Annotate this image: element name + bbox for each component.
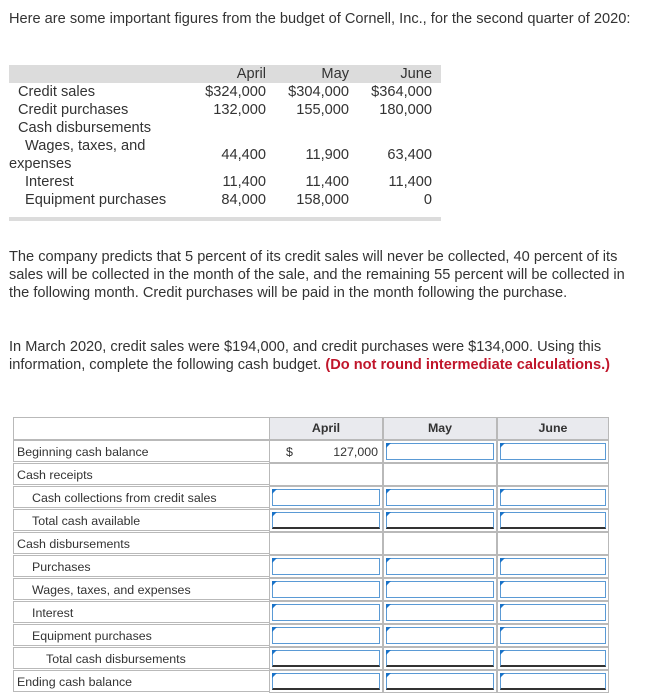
input-wages-june[interactable] — [500, 581, 606, 598]
cash-budget-body — [13, 417, 609, 692]
label-wages: Wages, taxes, and expenses — [13, 578, 269, 600]
budget-label-cash-disbursements: Cash disbursements — [18, 120, 152, 136]
input-wages-april[interactable] — [272, 581, 380, 598]
input-collections-june[interactable] — [500, 489, 606, 506]
label-total-disbursements: Total cash disbursements — [13, 647, 269, 669]
input-equipment-april[interactable] — [272, 627, 380, 644]
label-cash-collections: Cash collections from credit sales — [13, 486, 269, 508]
budget-value: 63,400 — [387, 147, 432, 163]
row-cash-disbursements — [13, 532, 609, 555]
beginning-april-value: 127,000 — [333, 445, 378, 459]
currency-sign: $ — [286, 445, 293, 459]
label-cash-disbursements: Cash disbursements — [13, 532, 269, 554]
row-cash-receipts — [13, 463, 609, 486]
row-cash-collections — [13, 486, 609, 509]
label-cash-receipts: Cash receipts — [13, 463, 269, 485]
row-purchases — [13, 555, 609, 578]
budget-value: 180,000 — [379, 102, 432, 118]
input-beginning-may[interactable] — [386, 443, 494, 460]
row-beginning-cash — [13, 440, 609, 463]
row-total-cash-available — [13, 509, 609, 532]
budget-bottom-bar — [9, 217, 441, 221]
budget-value: 11,400 — [388, 174, 432, 190]
collection-assumptions-text: The company predicts that 5 percent of its credit sales will never be collected, 40 percent of its sales will be collected in the month of the sale, and the remaining 55 percent will be collected in the following month. Credit purchases will be paid in the month following the purchase. — [9, 249, 625, 301]
input-interest-april[interactable] — [272, 604, 380, 621]
row-ending-cash — [13, 670, 609, 693]
input-collections-april[interactable] — [272, 489, 380, 506]
budget-value: $364,000 — [371, 84, 432, 100]
input-total-disb-may[interactable] — [386, 650, 494, 667]
input-purchases-april[interactable] — [272, 558, 380, 575]
input-total-available-may[interactable] — [386, 512, 494, 529]
budget-label-equipment: Equipment purchases — [25, 192, 167, 208]
input-beginning-june[interactable] — [500, 443, 606, 460]
budget-header-april: April — [236, 66, 266, 82]
budget-header-may: May — [321, 66, 349, 82]
budget-value: $304,000 — [288, 84, 349, 100]
row-interest — [13, 601, 609, 624]
budget-value: 11,900 — [305, 147, 349, 163]
header-may: May — [383, 417, 497, 440]
budget-value: 132,000 — [213, 102, 266, 118]
label-beginning-cash: Beginning cash balance — [13, 440, 269, 462]
label-interest: Interest — [13, 601, 269, 623]
budget-value: 11,400 — [222, 174, 266, 190]
input-ending-april[interactable] — [272, 673, 380, 690]
input-equipment-june[interactable] — [500, 627, 606, 644]
input-wages-may[interactable] — [386, 581, 494, 598]
input-collections-may[interactable] — [386, 489, 494, 506]
input-interest-june[interactable] — [500, 604, 606, 621]
budget-value: $324,000 — [205, 84, 266, 100]
budget-value: 44,400 — [221, 147, 266, 163]
budget-value: 0 — [423, 192, 432, 208]
budget-label-wages-cont: expenses — [9, 156, 72, 172]
input-ending-june[interactable] — [500, 673, 606, 690]
budget-label-credit-sales: Credit sales — [18, 84, 96, 100]
budget-value: 155,000 — [296, 102, 349, 118]
budget-header-bar — [9, 65, 441, 83]
budget-value: 11,400 — [305, 174, 349, 190]
instructions-main: In March 2020, credit sales were $194,000, and credit purchases were $134,000. Using this information, complete the following cash budget. — [9, 339, 602, 373]
label-ending-cash: Ending cash balance — [13, 670, 269, 692]
input-ending-may[interactable] — [386, 673, 494, 690]
input-purchases-june[interactable] — [500, 558, 606, 575]
budget-value: 84,000 — [221, 192, 266, 208]
instructions-emphasis: (Do not round intermediate calculations.) — [325, 357, 610, 373]
header-june: June — [497, 417, 609, 440]
label-equipment: Equipment purchases — [13, 624, 269, 646]
input-total-available-april[interactable] — [272, 512, 380, 529]
input-total-disb-june[interactable] — [500, 650, 606, 667]
budget-table — [9, 65, 441, 221]
row-equipment — [13, 624, 609, 647]
budget-label-interest: Interest — [25, 174, 74, 190]
label-purchases: Purchases — [13, 555, 269, 577]
input-purchases-may[interactable] — [386, 558, 494, 575]
row-total-disbursements — [13, 647, 609, 670]
label-total-cash-available: Total cash available — [13, 509, 269, 531]
input-interest-may[interactable] — [386, 604, 494, 621]
instructions-text — [9, 338, 629, 374]
budget-value: 158,000 — [296, 192, 349, 208]
row-wages — [13, 578, 609, 601]
intro-text: Here are some important figures from the budget of Cornell, Inc., for the second quarter of 2020: — [9, 11, 631, 27]
budget-label-wages: Wages, taxes, and — [25, 138, 146, 154]
cell-beginning-april — [269, 440, 383, 463]
input-total-available-june[interactable] — [500, 512, 606, 529]
input-total-disb-april[interactable] — [272, 650, 380, 667]
header-april: April — [269, 417, 383, 440]
budget-header-june: June — [400, 66, 432, 82]
budget-label-credit-purchases: Credit purchases — [18, 102, 129, 118]
input-equipment-may[interactable] — [386, 627, 494, 644]
